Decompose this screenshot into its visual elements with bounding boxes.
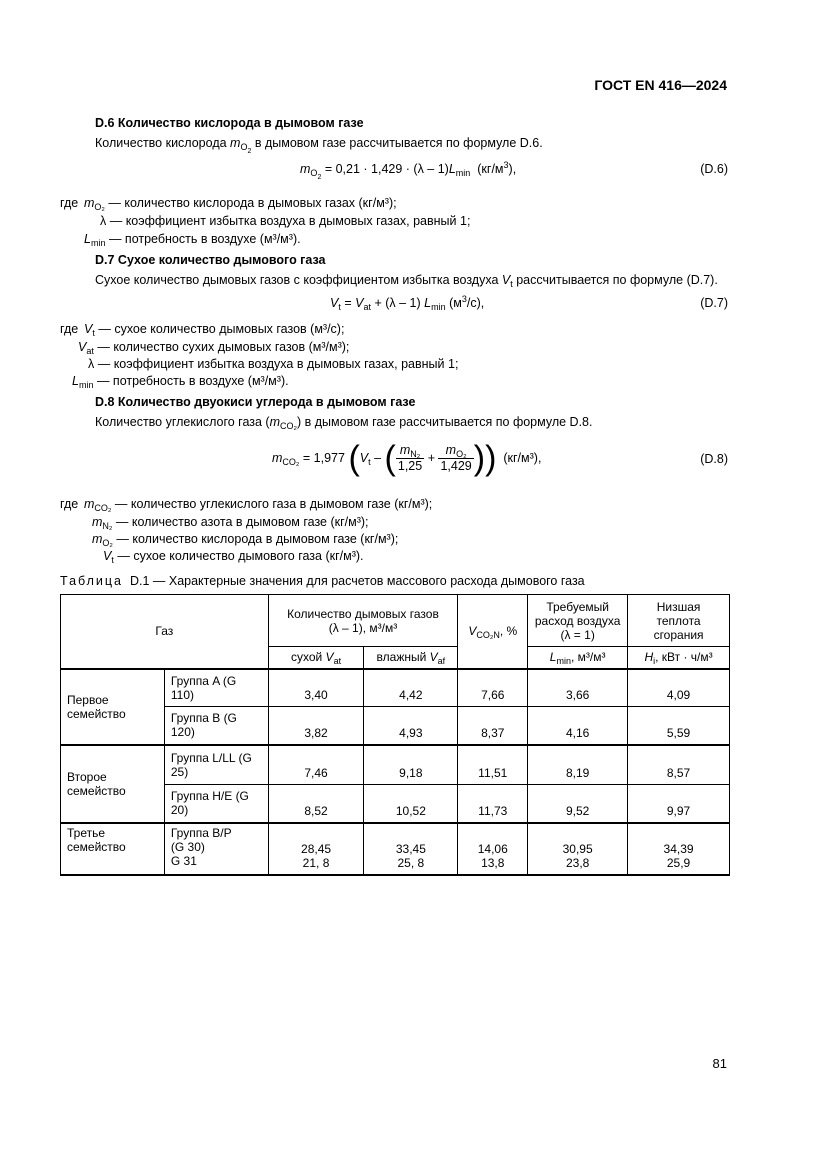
dry-cell: 28,45 21, 8 [268, 823, 364, 875]
section-d8-heading: D.8 Количество двуокиси углерода в дымовом газе [95, 395, 416, 409]
characteristics-table [60, 594, 730, 876]
section-d6-heading: D.6 Количество кислорода в дымовом газе [95, 116, 364, 130]
header-dry: сухой $V_{at}$ [268, 647, 364, 669]
table-caption: Таблица D.1 — Характерные значения для расчетов массового расхода дымового газа [60, 574, 585, 588]
header-hi: $H_i$, кВт · ч/м³ [628, 647, 730, 669]
header-low-heat: Низшая теплота сгорания [628, 595, 730, 647]
lmin-cell: 9,52 [528, 785, 628, 823]
group-cell: Группа H/E (G 20) [164, 785, 268, 823]
definition-item: $V_t$ — сухое количество дымового газа (кг/м³). [103, 549, 364, 565]
definition-item: λ — коэффициент избытка воздуха в дымовых газах, равный 1; [100, 214, 471, 228]
wet-cell: 10,52 [364, 785, 458, 823]
wet-cell: 4,93 [364, 707, 458, 745]
definition-item: $L_{min}$ — потребность в воздухе (м³/м³). [84, 232, 301, 248]
lmin-cell: 8,19 [528, 745, 628, 785]
header-gas: Газ [61, 595, 269, 669]
where-label: где [60, 196, 79, 210]
definition-item: $m_{N_2}$ — количество азота в дымовом газе (кг/м³); [92, 515, 369, 531]
equation-number-d6: (D.6) [700, 162, 728, 176]
definition-item: $V_t$ — сухое количество дымовых газов (м³/с); [84, 322, 345, 338]
family-cell: Второе семейство [61, 745, 165, 823]
group-cell: Группа B/P (G 30) G 31 [164, 823, 268, 875]
standard-header: ГОСТ EN 416—2024 [594, 77, 727, 93]
page-number: 81 [712, 1056, 727, 1071]
hi-cell: 34,39 25,9 [628, 823, 730, 875]
wet-cell: 33,45 25, 8 [364, 823, 458, 875]
definition-item: $m_{O_2}$ — количество кислорода в дымовых газах (кг/м³); [84, 196, 397, 212]
family-cell: Первое семейство [61, 669, 165, 745]
family-cell: Третье семейство [61, 823, 165, 875]
lmin-cell: 30,95 23,8 [528, 823, 628, 875]
group-cell: Группа L/LL (G 25) [164, 745, 268, 785]
vco2-cell: 7,66 [458, 669, 528, 707]
table-row [61, 669, 730, 707]
equation-number-d7: (D.7) [700, 296, 728, 310]
dry-cell: 8,52 [268, 785, 364, 823]
section-d7-intro: Сухое количество дымовых газов с коэффициентом избытка воздуха $V_t$ рассчитывается по формуле (D.7). [95, 273, 718, 289]
formula-d7: $V_t = V_{at} + (\lambda - 1)$ $L_{min}$ $(м^3/с)$, [330, 294, 485, 312]
section-d7-heading: D.7 Сухое количество дымового газа [95, 253, 326, 267]
header-wet: влажный $V_{af}$ [364, 647, 458, 669]
vco2-cell: 8,37 [458, 707, 528, 745]
wet-cell: 9,18 [364, 745, 458, 785]
hi-cell: 4,09 [628, 669, 730, 707]
table-row [61, 745, 730, 785]
definition-item: $L_{min}$ — потребность в воздухе (м³/м³). [72, 374, 289, 390]
vco2-cell: 11,73 [458, 785, 528, 823]
hi-cell: 8,57 [628, 745, 730, 785]
hi-cell: 9,97 [628, 785, 730, 823]
section-d8-intro: Количество углекислого газа $(m_{CO_2})$ в дымовом газе рассчитывается по формуле D.8. [95, 415, 593, 431]
definition-item: $m_{CO_2}$ — количество углекислого газа в дымовом газе (кг/м³); [84, 497, 433, 513]
definition-item: λ — коэффициент избытка воздуха в дымовых газах, равный 1; [88, 357, 459, 371]
lmin-cell: 3,66 [528, 669, 628, 707]
header-air-req: Требуемый расход воздуха (λ = 1) [528, 595, 628, 647]
where-label: где [60, 322, 79, 336]
group-cell: Группа A (G 110) [164, 669, 268, 707]
vco2-cell: 11,51 [458, 745, 528, 785]
where-label: где [60, 497, 79, 511]
wet-cell: 4,42 [364, 669, 458, 707]
header-vco2: $V_{CO_2N}$, % [458, 595, 528, 669]
group-cell: Группа B (G 120) [164, 707, 268, 745]
hi-cell: 5,59 [628, 707, 730, 745]
table-row [61, 823, 730, 875]
header-lmin: $L_{min}$, м³/м³ [528, 647, 628, 669]
dry-cell: 7,46 [268, 745, 364, 785]
lmin-cell: 4,16 [528, 707, 628, 745]
definition-item: $m_{O_2}$ — количество кислорода в дымовом газе (кг/м³); [92, 532, 399, 548]
definition-item: $V_{at}$ — количество сухих дымовых газов (м³/м³); [78, 340, 350, 356]
formula-d6: $m_{O_2} = 0,21 \cdot 1,429 \cdot (\lambda - 1)L_{min}$ $(кг/м^3)$, [300, 160, 517, 181]
header-flue-qty: Количество дымовых газов (λ – 1), м³/м³ [268, 595, 458, 647]
dry-cell: 3,40 [268, 669, 364, 707]
dry-cell: 3,82 [268, 707, 364, 745]
section-d6-intro: Количество кислорода $m_{O_2}$ в дымовом газе рассчитывается по формуле D.6. [95, 136, 543, 155]
formula-d8: $m_{CO_2} = 1,977$ ($V_t$ – ( $\frac{m_{N_2}}{1,25}$ + $\frac{m_{O_2}}{1,429}$ )) (кг/м³), [272, 439, 542, 478]
vco2-cell: 14,06 13,8 [458, 823, 528, 875]
equation-number-d8: (D.8) [700, 452, 728, 466]
